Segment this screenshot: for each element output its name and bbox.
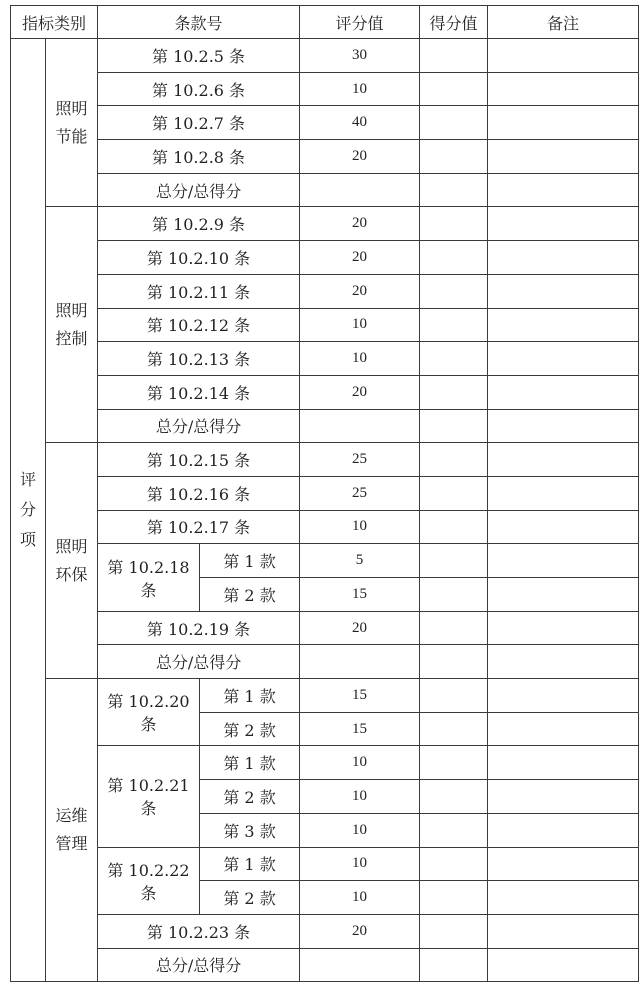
remarks-cell[interactable] [488,241,639,275]
table-row [11,914,639,948]
obtained-score-cell[interactable] [420,342,488,376]
remarks-cell[interactable] [488,207,639,241]
section-label-char: 分 [19,500,36,520]
remarks-cell[interactable] [488,881,639,915]
clause-cell: 第 10.2.16 条 [98,476,300,510]
total-row [11,409,639,443]
obtained-score-cell[interactable] [420,914,488,948]
remarks-cell[interactable] [488,274,639,308]
score-value-cell: 10 [300,780,420,814]
total-label-cell: 总分/总得分 [98,409,300,443]
clause-cell: 第 10.2.21 条 [98,746,200,847]
clause-cell: 第 10.2.17 条 [98,510,300,544]
header-obtained-value: 得分值 [420,6,488,39]
remarks-cell[interactable] [488,140,639,174]
category-name-line: 照明 [55,536,88,556]
sub-clause-cell: 第 1 款 [200,544,300,578]
total-obtained-cell[interactable] [420,948,488,982]
obtained-score-cell[interactable] [420,746,488,780]
table-row [11,106,639,140]
score-value-cell: 20 [300,207,420,241]
remarks-cell[interactable] [488,39,639,73]
sub-clause-cell: 第 2 款 [200,881,300,915]
clause-cell: 第 10.2.5 条 [98,39,300,73]
score-value-cell: 10 [300,510,420,544]
score-value-cell: 25 [300,443,420,477]
table-row [11,241,639,275]
remarks-cell[interactable] [488,746,639,780]
obtained-score-cell[interactable] [420,611,488,645]
header-clause: 条款号 [98,6,300,39]
obtained-score-cell[interactable] [420,72,488,106]
score-value-cell: 10 [300,847,420,881]
total-score-value-cell[interactable] [300,409,420,443]
total-label-cell: 总分/总得分 [98,173,300,207]
total-label-cell: 总分/总得分 [98,645,300,679]
score-value-cell: 20 [300,375,420,409]
total-row [11,173,639,207]
total-obtained-cell[interactable] [420,409,488,443]
remarks-cell[interactable] [488,847,639,881]
obtained-score-cell[interactable] [420,443,488,477]
score-value-cell: 10 [300,72,420,106]
table-row [11,746,639,780]
total-score-value-cell[interactable] [300,948,420,982]
clause-cell: 第 10.2.7 条 [98,106,300,140]
header-remarks: 备注 [488,6,639,39]
obtained-score-cell[interactable] [420,476,488,510]
score-value-cell: 10 [300,746,420,780]
category-name-line: 控制 [55,328,88,348]
score-value-cell: 25 [300,476,420,510]
obtained-score-cell[interactable] [420,308,488,342]
obtained-score-cell[interactable] [420,375,488,409]
total-score-value-cell[interactable] [300,173,420,207]
score-value-cell: 30 [300,39,420,73]
total-label-cell: 总分/总得分 [98,948,300,982]
header-row [11,6,639,39]
clause-cell: 第 10.2.22 条 [98,847,200,914]
total-row [11,645,639,679]
score-value-cell: 20 [300,274,420,308]
remarks-cell[interactable] [488,72,639,106]
clause-cell: 第 10.2.18 条 [98,544,200,611]
score-value-cell: 20 [300,140,420,174]
obtained-score-cell[interactable] [420,39,488,73]
table-row [11,308,639,342]
section-label-char: 评 [19,470,36,490]
obtained-score-cell[interactable] [420,140,488,174]
scoring-table [10,5,639,982]
remarks-cell[interactable] [488,308,639,342]
score-value-cell: 5 [300,544,420,578]
total-score-value-cell[interactable] [300,645,420,679]
category-cell [46,207,98,443]
score-value-cell: 15 [300,712,420,746]
table-row [11,679,639,713]
obtained-score-cell[interactable] [420,813,488,847]
obtained-score-cell[interactable] [420,578,488,612]
remarks-cell[interactable] [488,712,639,746]
table-row [11,510,639,544]
table-row [11,443,639,477]
sub-clause-cell: 第 2 款 [200,712,300,746]
category-name-line: 节能 [55,126,88,146]
table-row [11,39,639,73]
score-value-cell: 10 [300,342,420,376]
total-obtained-cell[interactable] [420,173,488,207]
score-value-cell: 20 [300,914,420,948]
table-row [11,207,639,241]
obtained-score-cell[interactable] [420,881,488,915]
obtained-score-cell[interactable] [420,106,488,140]
remarks-cell[interactable] [488,578,639,612]
obtained-score-cell[interactable] [420,510,488,544]
header-category: 指标类别 [11,6,98,39]
remarks-cell[interactable] [488,813,639,847]
table-row [11,847,639,881]
clause-cell: 第 10.2.11 条 [98,274,300,308]
remarks-cell[interactable] [488,510,639,544]
remarks-cell[interactable] [488,914,639,948]
total-remarks-cell[interactable] [488,645,639,679]
score-value-cell: 40 [300,106,420,140]
obtained-score-cell[interactable] [420,712,488,746]
obtained-score-cell[interactable] [420,207,488,241]
table-row [11,544,639,578]
table-row [11,274,639,308]
obtained-score-cell[interactable] [420,241,488,275]
table-row [11,72,639,106]
clause-cell: 第 10.2.23 条 [98,914,300,948]
sub-clause-cell: 第 1 款 [200,746,300,780]
total-obtained-cell[interactable] [420,645,488,679]
score-value-cell: 10 [300,308,420,342]
section-label-scoring-items [11,39,46,982]
clause-cell: 第 10.2.14 条 [98,375,300,409]
remarks-cell[interactable] [488,106,639,140]
table-row [11,375,639,409]
category-name-line: 照明 [55,98,88,118]
remarks-cell[interactable] [488,443,639,477]
sub-clause-cell: 第 3 款 [200,813,300,847]
table-row [11,140,639,174]
score-value-cell: 20 [300,241,420,275]
total-row [11,948,639,982]
category-cell [46,679,98,982]
clause-cell: 第 10.2.8 条 [98,140,300,174]
total-remarks-cell[interactable] [488,409,639,443]
remarks-cell[interactable] [488,544,639,578]
header-score-value: 评分值 [300,6,420,39]
obtained-score-cell[interactable] [420,780,488,814]
clause-cell: 第 10.2.9 条 [98,207,300,241]
score-value-cell: 10 [300,813,420,847]
obtained-score-cell[interactable] [420,274,488,308]
obtained-score-cell[interactable] [420,847,488,881]
clause-cell: 第 10.2.13 条 [98,342,300,376]
sub-clause-cell: 第 1 款 [200,847,300,881]
clause-cell: 第 10.2.15 条 [98,443,300,477]
remarks-cell[interactable] [488,342,639,376]
clause-cell: 第 10.2.6 条 [98,72,300,106]
table-row [11,342,639,376]
clause-cell: 第 10.2.12 条 [98,308,300,342]
clause-cell: 第 10.2.19 条 [98,611,300,645]
sub-clause-cell: 第 1 款 [200,679,300,713]
remarks-cell[interactable] [488,375,639,409]
category-cell [46,443,98,679]
remarks-cell[interactable] [488,476,639,510]
score-value-cell: 20 [300,611,420,645]
obtained-score-cell[interactable] [420,679,488,713]
section-label-char: 项 [19,530,36,550]
clause-cell: 第 10.2.20 条 [98,679,200,746]
total-remarks-cell[interactable] [488,948,639,982]
category-name-line: 环保 [55,564,88,584]
score-value-cell: 10 [300,881,420,915]
table-body [11,39,639,982]
obtained-score-cell[interactable] [420,544,488,578]
remarks-cell[interactable] [488,679,639,713]
category-cell [46,39,98,207]
remarks-cell[interactable] [488,611,639,645]
clause-cell: 第 10.2.10 条 [98,241,300,275]
score-value-cell: 15 [300,679,420,713]
score-value-cell: 15 [300,578,420,612]
table-row [11,611,639,645]
category-name-line: 管理 [55,834,88,854]
sub-clause-cell: 第 2 款 [200,578,300,612]
table-row [11,476,639,510]
remarks-cell[interactable] [488,780,639,814]
category-name-line: 运维 [55,806,88,826]
total-remarks-cell[interactable] [488,173,639,207]
sub-clause-cell: 第 2 款 [200,780,300,814]
category-name-line: 照明 [55,300,88,320]
